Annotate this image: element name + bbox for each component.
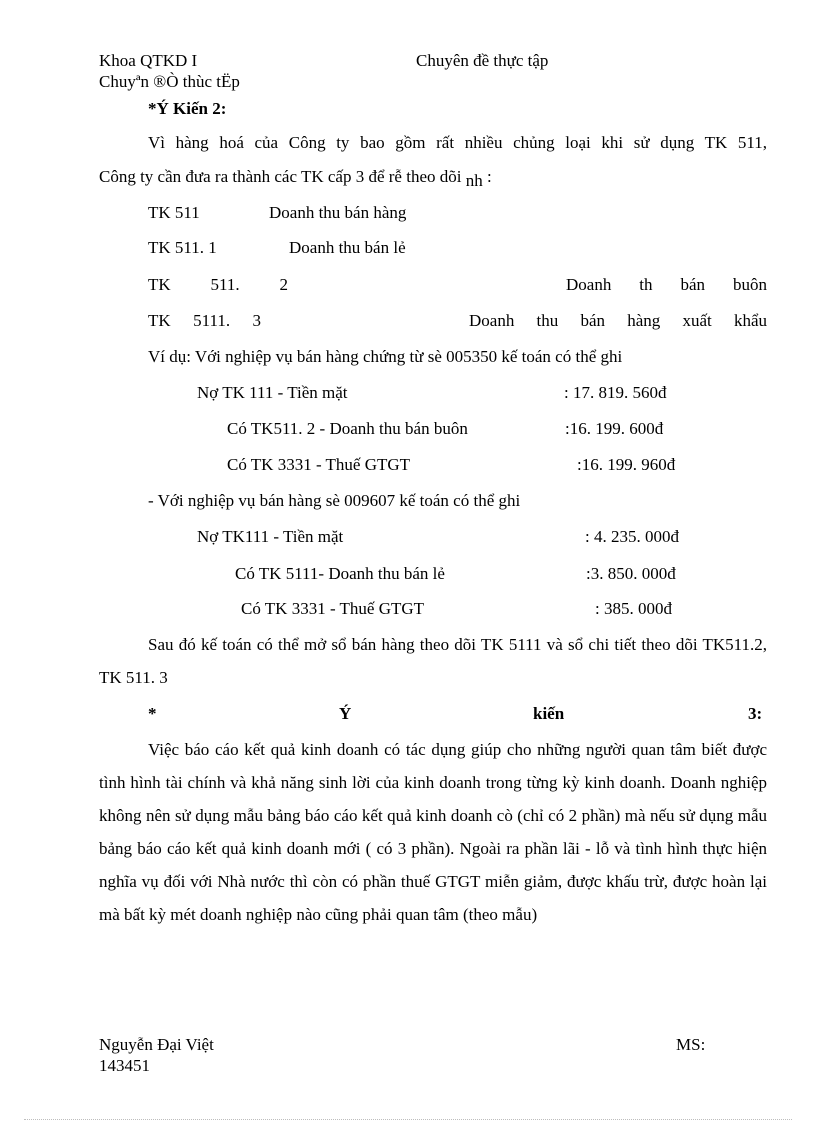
entry-amount: :3. 850. 000đ xyxy=(586,564,676,583)
entry-amount: : 17. 819. 560đ xyxy=(564,383,667,402)
example-2-intro: - Với nghiệp vụ bán hàng sè 009607 kế toán có thể ghi xyxy=(148,491,521,510)
footer-author: Nguyễn Đại Việt xyxy=(99,1035,214,1054)
entry-label: Có TK511. 2 - Doanh thu bán buôn xyxy=(227,419,468,438)
entry-amount: :16. 199. 960đ xyxy=(577,455,676,474)
account-row-4 xyxy=(148,311,767,331)
account-name: Doanh thu bán hàng xyxy=(269,203,407,222)
entry-amount: : 4. 235. 000đ xyxy=(585,527,679,546)
entry-label: Nợ TK111 - Tiền mặt xyxy=(197,527,344,546)
footer-ms-label: MS: xyxy=(676,1035,706,1054)
header-title: Chuyên đề thực tập xyxy=(416,51,549,70)
account-code: TK 511 xyxy=(148,203,200,222)
entry-label: Nợ TK 111 - Tiền mặt xyxy=(197,383,348,402)
entry-label: Có TK 3331 - Thuế GTGT xyxy=(241,599,425,618)
header-department: Khoa QTKD I xyxy=(99,51,198,70)
account-row-3 xyxy=(148,275,767,295)
opinion-3-heading-y: Ý xyxy=(339,704,352,723)
intro-subscript: nh xyxy=(465,171,483,190)
page-bottom-divider xyxy=(24,1119,792,1120)
account-name: Doanh th bán buôn xyxy=(566,275,767,294)
conclusion-text: Sau đó kế toán có thể mở sổ bán hàng theo dõi TK 5111 và sổ chi tiết theo dõi TK511.2, TK 511. 3 xyxy=(99,635,767,687)
opinion-2-intro-line2 xyxy=(99,167,492,190)
opinion-3-heading-star: * xyxy=(148,704,157,723)
entry-amount: :16. 199. 600đ xyxy=(565,419,664,438)
intro-text: Công ty cần đưa ra thành các TK cấp 3 để rễ theo dõi xyxy=(99,167,462,186)
opinion-2-intro-line1: Vì hàng hoá của Công ty bao gồm rất nhiều chủng loại khi sử dụng TK 511, xyxy=(148,133,767,152)
account-name: Doanh thu bán lẻ xyxy=(289,238,406,257)
entry-label: Có TK 5111- Doanh thu bán lẻ xyxy=(235,564,445,583)
footer-ms-number: 143451 xyxy=(99,1056,150,1075)
account-code: TK 511. 2 xyxy=(148,275,288,294)
example-1-intro: Ví dụ: Với nghiệp vụ bán hàng chứng từ sè 005350 kế toán có thể ghi xyxy=(148,347,623,366)
entry-amount: : 385. 000đ xyxy=(595,599,672,618)
opinion-3-body xyxy=(99,733,767,931)
entry-label: Có TK 3331 - Thuế GTGT xyxy=(227,455,411,474)
account-code: TK 5111. 3 xyxy=(148,311,261,330)
header-subtitle: Chuyªn ®Ò thùc tËp xyxy=(99,72,240,91)
opinion-3-heading-number: 3: xyxy=(748,704,763,723)
account-code: TK 511. 1 xyxy=(148,238,217,257)
opinion-3-text: Việc báo cáo kết quả kinh doanh có tác dụng giúp cho những người quan tâm biết được tình hình tài chính và khả năng sinh lời của kinh doanh trong từng kỳ kinh doanh. Doanh nghiệp không nên sử dụng mẫu bảng báo cáo kết quả kinh doanh cò (chỉ có 2 phần) mà nếu sử dụng mẫu bảng báo cáo kết quả kinh doanh mới ( có 3 phần). Ngoài ra phần lãi - lỗ và tình hình thực hiện nghĩa vụ đối với Nhà nước thì còn có phần thuế GTGT miễn giảm, được khấu trừ, được hoàn lại mà bất kỳ mét doanh nghiệp nào cũng phải quan tâm (theo mẫu) xyxy=(99,740,767,924)
opinion-3-heading-kien: kiến xyxy=(533,704,565,723)
intro-colon: : xyxy=(486,167,492,186)
opinion-2-heading: *Ý Kiến 2: xyxy=(148,99,227,118)
account-name: Doanh thu bán hàng xuất khẩu xyxy=(469,311,767,330)
opinion-2-conclusion xyxy=(99,628,767,694)
